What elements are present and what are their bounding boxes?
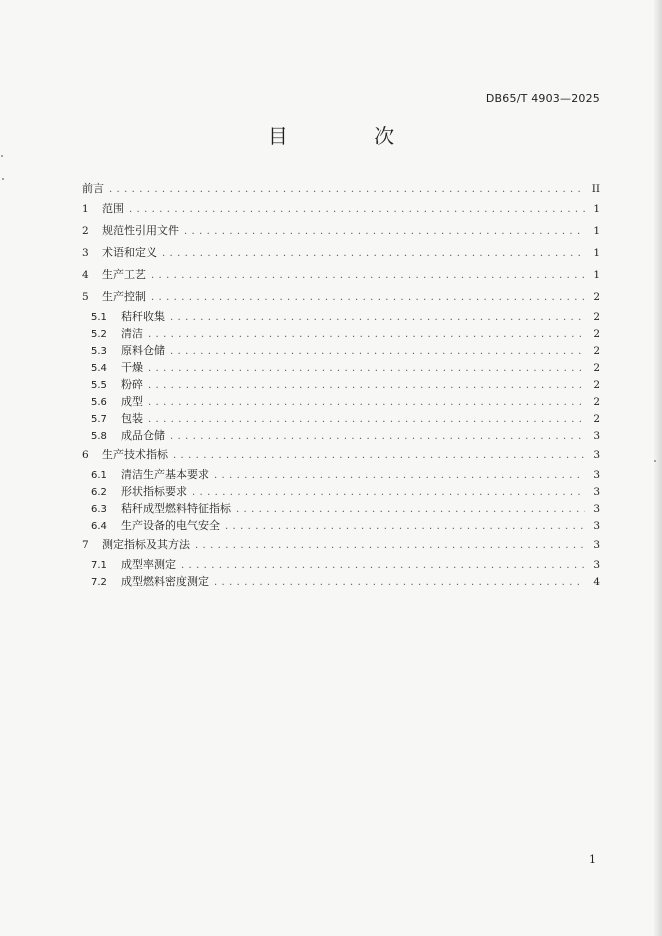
toc-entry [82, 444, 600, 466]
toc-section-number: 5.1 [91, 312, 107, 323]
toc-section-title: 生产技术指标 [102, 448, 168, 461]
scan-speck [1, 155, 3, 157]
toc-dot-leader [170, 343, 585, 360]
toc-section-number: 5.3 [91, 346, 107, 357]
toc-section-title: 成型燃料密度测定 [121, 575, 209, 588]
toc-page-number: 2 [593, 379, 600, 391]
toc-page-number: 1 [593, 225, 600, 237]
document-code: DB65/T 4903—2025 [485, 92, 600, 105]
toc-subentry [82, 517, 600, 534]
toc-section-title: 成品仓储 [121, 429, 165, 442]
toc-entry [82, 534, 600, 556]
toc-section-title: 生产工艺 [102, 268, 146, 281]
toc-section-number: 5.4 [91, 363, 107, 374]
toc-dot-leader [151, 287, 585, 309]
toc-section-number: 5.5 [91, 380, 107, 391]
toc-section-title: 清洁 [121, 327, 143, 340]
toc-section-number: 7.2 [91, 577, 107, 588]
toc-dot-leader [214, 574, 585, 591]
toc-page-number: 2 [593, 396, 600, 408]
toc-section-number: 5 [82, 291, 89, 303]
toc-subentry [82, 410, 600, 427]
toc-dot-leader [109, 179, 585, 201]
toc-section-title: 粉碎 [121, 378, 143, 391]
toc-section-number: 6 [82, 449, 89, 461]
toc-section-title: 术语和定义 [102, 246, 157, 259]
toc-subentry [82, 500, 600, 517]
toc-page-number: 3 [593, 486, 600, 498]
toc-subentry [82, 573, 600, 590]
toc-dot-leader [148, 394, 585, 411]
toc-page-number: 3 [593, 559, 600, 571]
toc-subentry [82, 376, 600, 393]
toc-subentry [82, 308, 600, 325]
toc-section-title: 生产设备的电气安全 [121, 519, 220, 532]
toc-section-number: 1 [82, 203, 89, 215]
toc-page-number: 2 [593, 345, 600, 357]
toc-page-number: 3 [593, 469, 600, 481]
toc-section-number: 6.2 [91, 487, 107, 498]
toc-entry [82, 198, 600, 220]
toc-page-number: 3 [593, 449, 600, 461]
toc-section-number: 6.4 [91, 521, 107, 532]
toc-section-title: 形状指标要求 [121, 485, 187, 498]
toc-page-number: 1 [593, 269, 600, 281]
toc-page-number: 2 [593, 362, 600, 374]
toc-subentry [82, 359, 600, 376]
toc-section-number: 5.8 [91, 431, 107, 442]
toc-page-number: 1 [593, 203, 600, 215]
toc-section-title: 干燥 [121, 361, 143, 374]
toc-page-number: 2 [593, 311, 600, 323]
toc-dot-leader [214, 467, 585, 484]
toc-section-title: 秸秆收集 [121, 310, 165, 323]
toc-subentry [82, 427, 600, 444]
toc-section-number: 5.6 [91, 397, 107, 408]
toc-section-title: 包装 [121, 412, 143, 425]
toc-entry [82, 220, 600, 242]
toc-dot-leader [151, 265, 585, 287]
toc-section-title: 成型 [121, 395, 143, 408]
toc-section-title: 范围 [102, 202, 124, 215]
toc-section-title: 测定指标及其方法 [102, 538, 190, 551]
toc-page-number: II [591, 183, 600, 195]
toc-section-title: 成型率测定 [121, 558, 176, 571]
toc-dot-leader [129, 199, 585, 221]
toc-dot-leader [181, 557, 585, 574]
toc-section-title: 生产控制 [102, 290, 146, 303]
toc-section-title: 规范性引用文件 [102, 224, 179, 237]
toc-section-number: 2 [82, 225, 89, 237]
toc-entry [82, 264, 600, 286]
toc-dot-leader [148, 360, 585, 377]
toc-subentry [82, 325, 600, 342]
toc-section-number: 6.3 [91, 504, 107, 515]
toc-page-number: 4 [593, 576, 600, 588]
toc-section-number: 7.1 [91, 560, 107, 571]
toc-dot-leader [225, 518, 585, 535]
toc-section-number: 5.2 [91, 329, 107, 340]
toc-page-number: 2 [593, 413, 600, 425]
toc-section-title: 原料仓储 [121, 344, 165, 357]
toc-page-number: 3 [593, 430, 600, 442]
toc-subentry [82, 393, 600, 410]
toc-dot-leader [236, 501, 585, 518]
toc-page-number: 3 [593, 503, 600, 515]
scan-speck [2, 178, 4, 180]
toc-subentry [82, 466, 600, 483]
table-of-contents [82, 178, 600, 590]
toc-page-number: 2 [593, 328, 600, 340]
toc-dot-leader [162, 243, 585, 265]
toc-dot-leader [148, 326, 585, 343]
toc-page-number: 3 [593, 520, 600, 532]
toc-page-number: 3 [593, 539, 600, 551]
toc-page-number: 2 [593, 291, 600, 303]
toc-section-title: 清洁生产基本要求 [121, 468, 209, 481]
toc-dot-leader [170, 309, 585, 326]
toc-dot-leader [170, 428, 585, 445]
toc-section-title: 前言 [82, 182, 104, 195]
toc-entry [82, 178, 600, 198]
toc-section-number: 3 [82, 247, 89, 259]
toc-section-number: 7 [82, 539, 89, 551]
page-title: 目 次 [267, 124, 435, 148]
toc-section-title: 秸秆成型燃料特征指标 [121, 502, 231, 515]
toc-section-number: 4 [82, 269, 89, 281]
toc-dot-leader [195, 535, 585, 557]
toc-dot-leader [148, 377, 585, 394]
toc-section-number: 5.7 [91, 414, 107, 425]
page-number: 1 [589, 853, 596, 866]
toc-subentry [82, 556, 600, 573]
toc-entry [82, 286, 600, 308]
toc-section-number: 6.1 [91, 470, 107, 481]
toc-subentry [82, 483, 600, 500]
toc-subentry [82, 342, 600, 359]
toc-dot-leader [173, 445, 585, 467]
toc-dot-leader [148, 411, 585, 428]
toc-dot-leader [192, 484, 585, 501]
toc-dot-leader [184, 221, 585, 243]
scan-speck [654, 460, 656, 462]
toc-page-number: 1 [593, 247, 600, 259]
toc-entry [82, 242, 600, 264]
